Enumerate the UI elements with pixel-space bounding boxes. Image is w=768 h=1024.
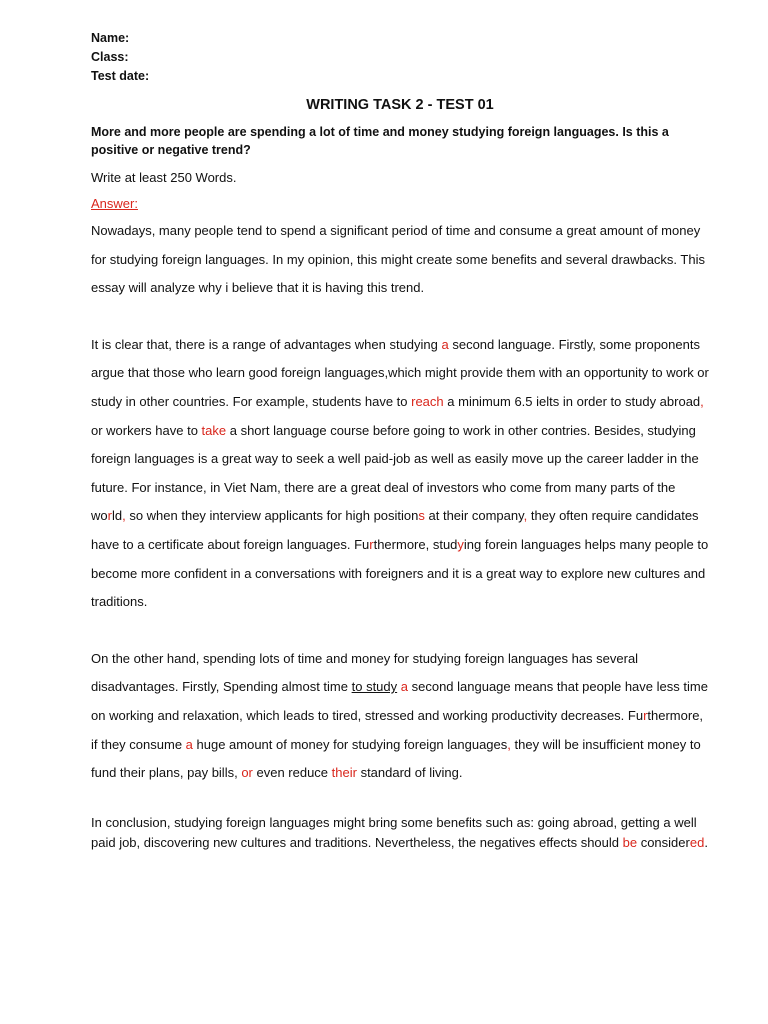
text-run: On the other hand, spending lots of time and money for studying foreign languages has several disadvantages. Firstly, Spending almost time xyxy=(91,650,639,695)
correction-mark: r xyxy=(369,536,374,552)
correction-mark: , xyxy=(122,508,126,524)
task-prompt: More and more people are spending a lot of time and money studying foreign languages. Is this a positive or negative trend? xyxy=(91,125,669,157)
text-run: a short language course before going to work in other contries. Besides, studying foreign languages is a great way to seek a well paid-job as well as easily move up the career ladder in the future. For instance, in Viet Nam, there are a great deal of investors who come from many parts of the wo xyxy=(91,422,699,524)
text-run: even reduce xyxy=(252,765,332,781)
essay-paragraph-conclusion xyxy=(91,813,709,854)
answer-label: Answer: xyxy=(91,196,138,211)
page-title: WRITING TASK 2 - TEST 01 xyxy=(306,97,494,113)
word-count-instruction: Write at least 250 Words. xyxy=(91,170,237,185)
text-run: huge amount of money for studying foreign languages xyxy=(192,736,508,752)
text-run: In conclusion, studying foreign languages might bring some benefits such as: going abroad, getting a well paid job, discovering new cultures and traditions. Nevertheless, the negatives effects should xyxy=(91,814,697,851)
correction-mark: s xyxy=(418,508,425,524)
correction-mark: , xyxy=(523,508,528,524)
correction-mark: a xyxy=(441,336,449,352)
text-run: thermore, if they consume xyxy=(91,707,704,752)
text-run: a minimum 6.5 ielts in order to study abroad xyxy=(443,393,701,409)
text-run: or workers have to xyxy=(91,422,202,438)
correction-mark: their xyxy=(331,765,357,781)
name-label: Name: xyxy=(91,31,130,45)
text-run: standard of living. xyxy=(356,765,463,781)
text-run: consider xyxy=(637,835,690,851)
correction-mark: a xyxy=(185,736,193,752)
essay-paragraph-intro: Nowadays, many people tend to spend a significant period of time and consume a great amount of money for studying foreign languages. In my opinion, this might create some benefits and several drawbacks. This essay will analyze why i believe that it is having this trend. xyxy=(91,223,705,296)
essay-paragraph-advantages xyxy=(91,331,709,617)
text-run: ld xyxy=(111,508,123,524)
text-run: they will be insufficient money to fund their plans, pay bills, xyxy=(91,736,701,781)
correction-mark: a xyxy=(400,679,408,695)
text-run: . xyxy=(704,835,708,851)
correction-mark: , xyxy=(507,736,511,752)
correction-mark: r xyxy=(643,707,648,723)
document-content xyxy=(91,29,709,854)
correction-mark: ed xyxy=(689,835,705,851)
essay-paragraph-disadvantages xyxy=(91,645,709,788)
text-run: It is clear that, there is a range of advantages when studying xyxy=(91,336,442,352)
correction-mark: take xyxy=(201,422,227,438)
text-run: so when they interview applicants for high position xyxy=(125,508,419,524)
text-run: second language. Firstly, some proponents argue that those who learn good foreign languages,which might provide them with an opportunity to work or study in other countries. For example, students have to xyxy=(91,336,709,409)
text-run: second language means that people have less time on working and relaxation, which leads to tired, stressed and working productivity decreases. Fu xyxy=(91,679,708,723)
text-run: ing forein languages helps many people to become more confident in a conversations with foreigners and it is a great way to explore new cultures and traditions. xyxy=(91,536,709,610)
text-run: they often require candidates have to a certificate about foreign languages. Fu xyxy=(91,508,699,552)
class-label: Class: xyxy=(91,50,129,64)
correction-mark: , xyxy=(700,393,704,409)
correction-mark: reach xyxy=(411,393,444,409)
underlined-phrase: to study xyxy=(351,679,398,695)
test-date-label: Test date: xyxy=(91,69,150,83)
correction-mark: be xyxy=(622,835,638,851)
correction-mark: r xyxy=(107,508,112,524)
correction-mark: y xyxy=(457,536,464,552)
text-run: at their company xyxy=(424,508,524,524)
text-run: thermore, stud xyxy=(373,536,458,552)
correction-mark: or xyxy=(241,765,253,781)
